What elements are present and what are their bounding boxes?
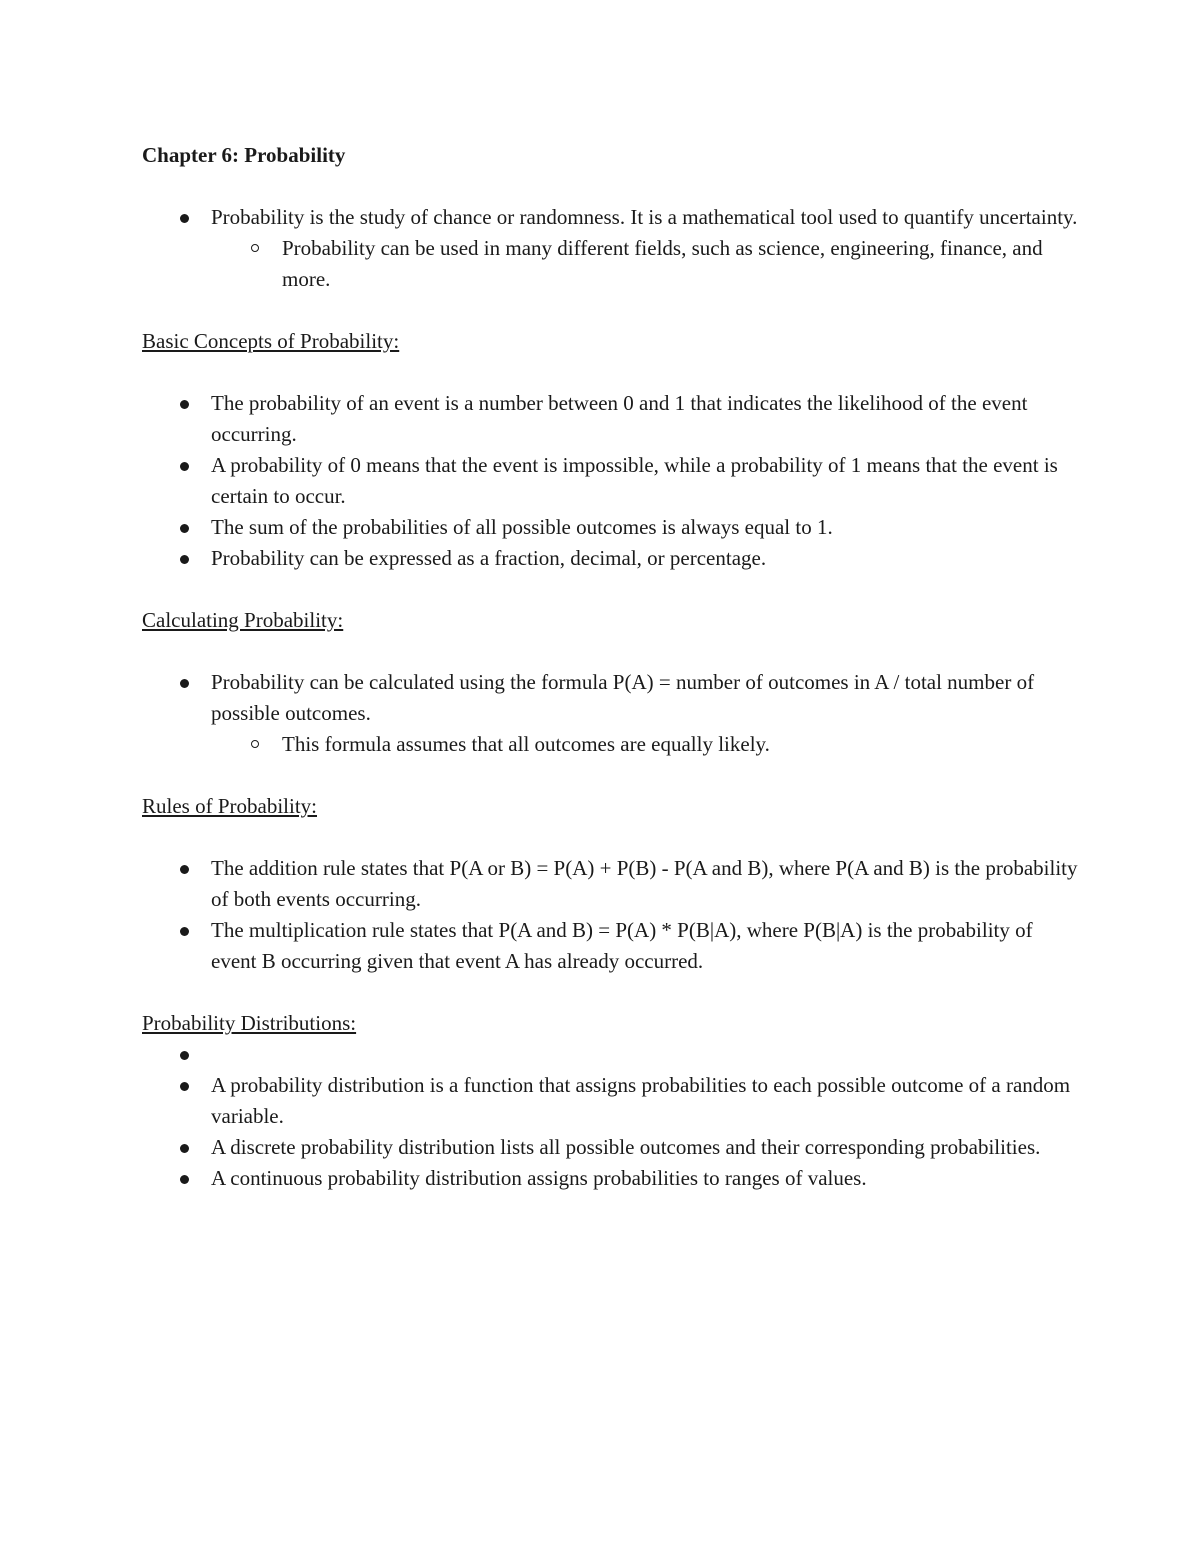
basic-concepts-list <box>142 388 1082 574</box>
sub-list <box>211 233 1082 295</box>
list-item <box>142 388 1082 450</box>
section-heading-distributions: Probability Distributions: <box>142 1011 357 1035</box>
spacer <box>142 636 1082 667</box>
bullet-icon <box>180 927 189 936</box>
bullet-icon <box>180 400 189 409</box>
list-item-text: A probability distribution is a function that assigns probabilities to each possible outcome of a random variable. <box>211 1073 1071 1128</box>
bullet-icon <box>180 555 189 564</box>
spacer <box>142 295 1082 326</box>
sub-list-item-text: This formula assumes that all outcomes are equally likely. <box>282 732 770 756</box>
list-item <box>142 202 1082 295</box>
list-item-text: Probability can be calculated using the formula P(A) = number of outcomes in A / total number of possible outcomes. <box>211 670 1035 725</box>
sub-list <box>211 729 1082 760</box>
bullet-icon <box>180 1082 189 1091</box>
sub-list-item <box>211 729 1082 760</box>
bullet-icon <box>180 1051 189 1060</box>
list-item <box>142 512 1082 543</box>
list-item <box>142 915 1082 977</box>
bullet-icon <box>180 462 189 471</box>
hollow-bullet-icon <box>251 244 259 252</box>
intro-list <box>142 202 1082 295</box>
list-item-text: The sum of the probabilities of all possible outcomes is always equal to 1. <box>211 515 833 539</box>
sub-list-item-text: Probability can be used in many different fields, such as science, engineering, finance, and more. <box>282 236 1043 291</box>
spacer <box>142 760 1082 791</box>
list-item-text: The addition rule states that P(A or B) = P(A) + P(B) - P(A and B), where P(A and B) is the probability of both events occurring. <box>211 856 1078 911</box>
document-page <box>142 140 1082 1194</box>
spacer <box>142 171 1082 202</box>
section-heading-basic-concepts: Basic Concepts of Probability: <box>142 329 400 353</box>
bullet-icon <box>180 214 189 223</box>
list-item-text: A probability of 0 means that the event is impossible, while a probability of 1 means that the event is certain to occur. <box>211 453 1058 508</box>
bullet-icon <box>180 679 189 688</box>
bullet-icon <box>180 1175 189 1184</box>
list-item <box>142 853 1082 915</box>
list-item <box>142 1163 1082 1194</box>
list-item <box>142 1070 1082 1132</box>
rules-list <box>142 853 1082 977</box>
section-heading-rules: Rules of Probability: <box>142 794 317 818</box>
spacer <box>142 977 1082 1008</box>
empty-list-item <box>142 1039 1082 1070</box>
list-item-text: A continuous probability distribution assigns probabilities to ranges of values. <box>211 1166 867 1190</box>
section-heading-calculating: Calculating Probability: <box>142 608 344 632</box>
page-title: Chapter 6: Probability <box>142 143 346 167</box>
spacer <box>142 574 1082 605</box>
list-item <box>142 1132 1082 1163</box>
list-item-text: The probability of an event is a number between 0 and 1 that indicates the likelihood of the event occurring. <box>211 391 1028 446</box>
list-item-text: Probability can be expressed as a fraction, decimal, or percentage. <box>211 546 767 570</box>
list-item <box>142 450 1082 512</box>
list-item-text: A discrete probability distribution lists all possible outcomes and their corresponding probabilities. <box>211 1135 1041 1159</box>
spacer <box>142 822 1082 853</box>
list-item-text: The multiplication rule states that P(A and B) = P(A) * P(B|A), where P(B|A) is the probability of event B occurring given that event A has already occurred. <box>211 918 1033 973</box>
bullet-icon <box>180 524 189 533</box>
list-item-text: Probability is the study of chance or randomness. It is a mathematical tool used to quantify uncertainty. <box>211 205 1078 229</box>
calculating-list <box>142 667 1082 760</box>
sub-list-item <box>211 233 1082 295</box>
distributions-list <box>142 1039 1082 1194</box>
list-item <box>142 667 1082 760</box>
hollow-bullet-icon <box>251 740 259 748</box>
spacer <box>142 357 1082 388</box>
list-item <box>142 543 1082 574</box>
bullet-icon <box>180 1144 189 1153</box>
bullet-icon <box>180 865 189 874</box>
